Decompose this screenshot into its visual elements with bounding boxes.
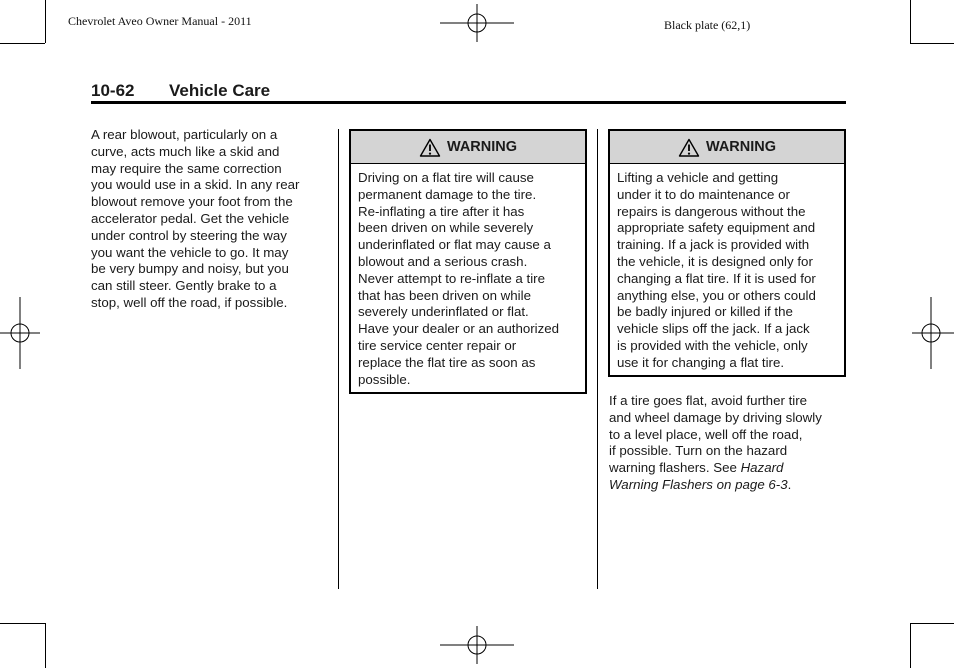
text-line: been driven on while severely bbox=[358, 220, 534, 236]
crop-mark bbox=[910, 623, 954, 624]
text-line: may require the same correction bbox=[91, 160, 282, 176]
registration-mark-right bbox=[910, 297, 954, 369]
text-line: Never attempt to re-inflate a tire bbox=[358, 270, 545, 286]
text-line: curve, acts much like a skid and bbox=[91, 143, 280, 159]
text-line: can still steer. Gently brake to a bbox=[91, 278, 277, 294]
registration-mark-left bbox=[0, 297, 40, 369]
text-line: tire service center repair or bbox=[358, 337, 517, 353]
registration-mark-bottom bbox=[440, 626, 514, 664]
warning-label: WARNING bbox=[705, 139, 777, 155]
text-line bbox=[609, 460, 849, 477]
text-fragment: warning flashers. See bbox=[609, 460, 741, 476]
text-line: severely underinflated or flat. bbox=[358, 304, 529, 320]
column-divider bbox=[338, 129, 339, 589]
text-line: be badly injured or killed if the bbox=[617, 304, 793, 320]
print-header-right: Black plate (62,1) bbox=[664, 18, 751, 32]
text-line: be very bumpy and noisy, but you bbox=[91, 261, 289, 277]
warning-triangle-icon bbox=[678, 138, 700, 157]
text-line: is provided with the vehicle, only bbox=[617, 337, 808, 353]
warning-box-2 bbox=[608, 129, 846, 377]
warning-box-1 bbox=[349, 129, 587, 394]
crop-mark bbox=[45, 623, 46, 668]
text-line: blowout and a serious crash. bbox=[358, 253, 528, 269]
text-fragment: . bbox=[787, 476, 792, 492]
text-line: repairs is dangerous without the bbox=[617, 203, 806, 219]
warning-heading bbox=[610, 131, 844, 164]
text-line: appropriate safety equipment and bbox=[617, 220, 816, 236]
warning-body bbox=[610, 164, 844, 372]
text-line: replace the flat tire as soon as bbox=[358, 354, 536, 370]
text-line: permanent damage to the tire. bbox=[358, 186, 537, 202]
registration-mark-top bbox=[440, 4, 514, 42]
text-line bbox=[609, 477, 849, 494]
text-line: stop, well off the road, if possible. bbox=[91, 294, 288, 310]
warning-label: WARNING bbox=[446, 139, 518, 155]
crop-mark bbox=[45, 0, 46, 43]
crop-mark bbox=[0, 43, 45, 44]
crop-mark bbox=[910, 43, 954, 44]
text-line: you would use in a skid. In any rear bbox=[91, 177, 300, 193]
column-3-text bbox=[609, 393, 849, 494]
warning-triangle-icon bbox=[419, 138, 441, 157]
text-line: changing a flat tire. If it is used for bbox=[617, 270, 816, 286]
text-line: possible. bbox=[358, 371, 411, 387]
warning-body bbox=[351, 164, 585, 388]
text-line: to a level place, well off the road, bbox=[609, 426, 803, 442]
text-line: that has been driven on while bbox=[358, 287, 531, 303]
section-header bbox=[91, 80, 846, 102]
warning-heading bbox=[351, 131, 585, 164]
crop-mark bbox=[910, 0, 911, 43]
text-line: anything else, you or others could bbox=[617, 287, 816, 303]
text-line: if possible. Turn on the hazard bbox=[609, 443, 788, 459]
text-line: Have your dealer or an authorized bbox=[358, 321, 560, 337]
text-line: Re-inflating a tire after it has bbox=[358, 203, 525, 219]
cross-reference[interactable]: Warning Flashers on page 6-3 bbox=[609, 476, 788, 492]
text-line: If a tire goes flat, avoid further tire bbox=[609, 393, 808, 408]
section-title: Vehicle Care bbox=[169, 81, 271, 100]
cross-reference[interactable]: Hazard bbox=[740, 460, 784, 476]
text-line: underinflated or flat may cause a bbox=[358, 237, 551, 253]
text-line: training. If a jack is provided with bbox=[617, 237, 810, 253]
page-number: 10-62 bbox=[91, 81, 135, 100]
header-rule bbox=[91, 101, 846, 104]
crop-mark bbox=[0, 623, 45, 624]
text-line: under it to do maintenance or bbox=[617, 186, 790, 202]
text-line: accelerator pedal. Get the vehicle bbox=[91, 210, 290, 226]
text-line: A rear blowout, particularly on a bbox=[91, 127, 278, 142]
print-header-left: Chevrolet Aveo Owner Manual - 2011 bbox=[68, 14, 252, 28]
text-line: Lifting a vehicle and getting bbox=[617, 170, 779, 185]
text-line: blowout remove your foot from the bbox=[91, 194, 293, 210]
text-line: and wheel damage by driving slowly bbox=[609, 409, 822, 425]
column-1-text bbox=[91, 127, 329, 312]
text-line: under control by steering the way bbox=[91, 227, 287, 243]
text-line: the vehicle, it is designed only for bbox=[617, 253, 813, 269]
text-line: vehicle slips off the jack. If a jack bbox=[617, 321, 810, 337]
text-line: Driving on a flat tire will cause bbox=[358, 170, 534, 185]
crop-mark bbox=[910, 623, 911, 668]
column-divider bbox=[597, 129, 598, 589]
text-line: you want the vehicle to go. It may bbox=[91, 244, 289, 260]
text-line: use it for changing a flat tire. bbox=[617, 354, 785, 370]
